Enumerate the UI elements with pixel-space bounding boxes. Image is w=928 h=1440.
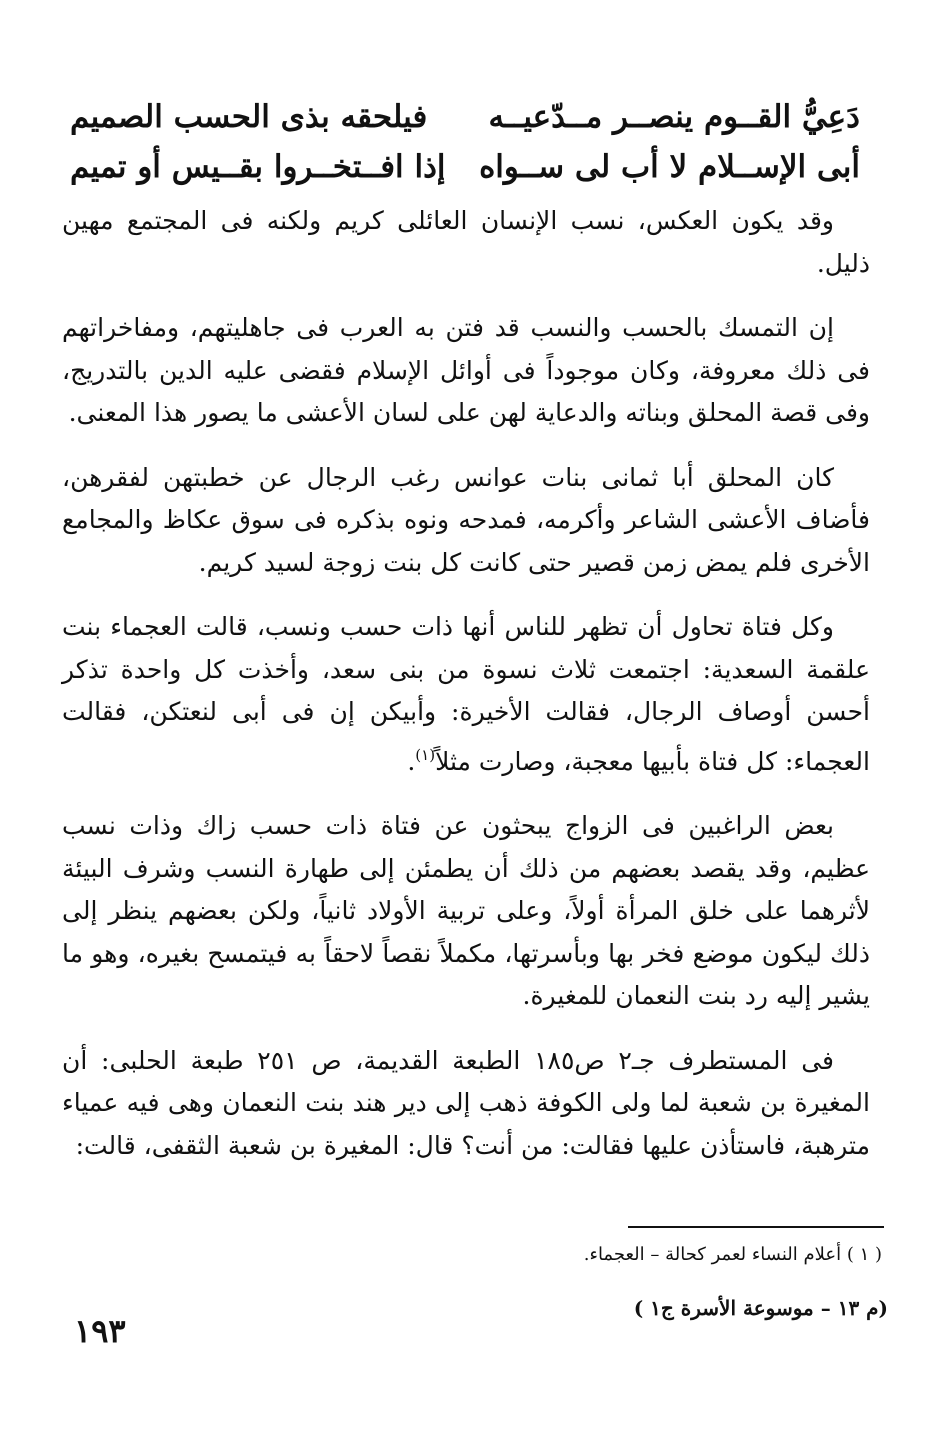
paragraph-4 (62, 606, 870, 783)
verse-line1-left: فيلحقه بذى الحسب الصميم (70, 99, 428, 135)
paragraph-3: كان المحلق أبا ثمانى بنات عوانس رغب الرجال عن خطبتهن لفقرهن، فأضاف الأعشى الشاعر وأكرمه، فمدحه ونوه بذكره فى سوق عكاظ والمجامع الأخرى فلم يمض زمن قصير حتى كانت كل بنت زوجة لسيد كريم. (62, 462, 870, 577)
body-text (62, 200, 870, 1189)
verse-line2-left: إذا افــتخــروا بقــيس أو تميم (70, 149, 446, 185)
paragraph-2: إن التمسك بالحسب والنسب قد فتن به العرب فى جاهليتهم، ومفاخراتهم فى ذلك معروفة، وكان موجوداً فى أوائل الإسلام فقضى عليه الدين بالتدريج، وفى قصة المحلق وبناته والدعاية لهن على لسان الأعشى ما يصور هذا المعنى. (62, 313, 870, 427)
verse-line2-right: أبى الإســلام لا أب لى ســواه (479, 149, 860, 185)
page-number: ١٩٣ (74, 1312, 126, 1350)
paragraph-4-text: وكل فتاة تحاول أن تظهر للناس أنها ذات حسب ونسب، قالت العجماء بنت علقمة السعدية: اجتمعت ثلاث نسوة من بنى سعد، وأخذت كل واحدة تذكر أحسن أوصاف الرجال، فقالت الأخيرة: وأبيكن إن فى أبى لنعتكن، فقالت العجماء: كل فتاة بأبيها معجبة، وصارت مثلاً (62, 612, 870, 776)
paragraph-6: فى المستطرف جـ٢ ص١٨٥ الطبعة القديمة، ص ٢٥١ طبعة الحلبى: أن المغيرة بن شعبة لما ولى الكوفة ذهب إلى دير هند بنت النعمان وهى فيه عمياء مترهبة، فاستأذن عليها فقالت: من أنت؟ قال: المغيرة بن شعبة الثقفى، قالت: (62, 1045, 870, 1160)
paragraph-4-end: . (407, 746, 416, 776)
poem-verse (70, 92, 860, 202)
footnote: ( ١ ) أعلام النساء لعمر كحالة – العجماء. (583, 1244, 882, 1265)
footnote-marker: (١) (415, 745, 436, 764)
paragraph-1: وقد يكون العكس، نسب الإنسان العائلى كريم ولكنه فى المجتمع مهين ذليل. (62, 206, 870, 278)
verse-line1-right: دَعِيُّ القــوم ينصــر مــدّعيــه (488, 99, 860, 135)
footnote-divider (628, 1226, 884, 1228)
paragraph-5: بعض الراغبين فى الزواج يبحثون عن فتاة ذات حسب زاك وذات نسب عظيم، وقد يقصد بعضهم من ذلك أن يطمئن إلى طهارة النسب وشرف البيئة لأثرهما على خلق المرأة أولاً، وعلى تربية الأولاد ثانياً، ولكن بعضهم ينظر إلى ذلك ليكون موضع فخر بها وبأسرتها، مكملاً نقصاً لاحقاً به فيتمسح بغيره، وهو ما يشير إليه رد بنت النعمان للمغيرة. (62, 811, 870, 1010)
signature-mark: (م ١٣ – موسوعة الأسرة ج١ ) (633, 1296, 888, 1320)
